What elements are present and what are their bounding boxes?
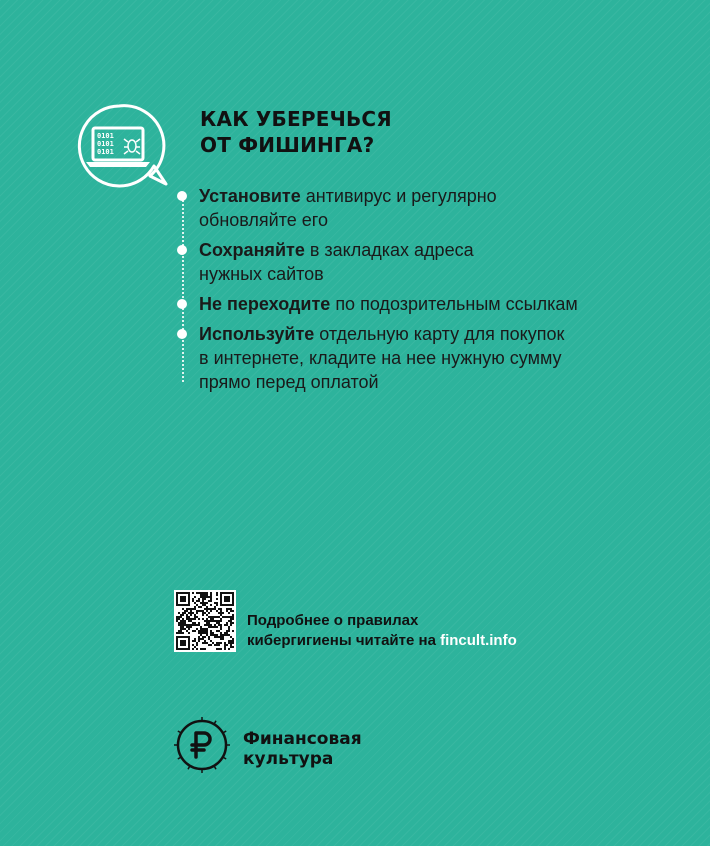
tip-rest: антивирус и регулярно	[300, 186, 497, 206]
tip-rest: отдельную карту для покупок	[314, 324, 565, 344]
laptop-code-line-1: 0101	[97, 132, 114, 140]
bullet-dot-icon	[177, 245, 187, 255]
ruble-logo-icon	[172, 715, 232, 775]
more-info-line-1: Подробнее о правилах	[247, 612, 419, 629]
laptop-code-line-2: 0101	[97, 140, 114, 148]
bullet-dot-icon	[177, 299, 187, 309]
page-title	[200, 106, 500, 158]
brand-name	[243, 729, 443, 769]
more-info-prefix: кибергигиены читайте на	[247, 632, 441, 649]
bullet-dot-icon	[177, 329, 187, 339]
tip-bold: Установите	[199, 186, 301, 206]
tip-text-line-1	[199, 238, 647, 262]
brand-line-1: Финансовая	[243, 729, 362, 749]
tip-text-line-2: нужных сайтов	[199, 264, 324, 284]
tip-item	[177, 292, 647, 316]
tip-bold: Сохраняйте	[199, 240, 305, 260]
more-info-line-2	[247, 631, 607, 651]
bullet-dot-icon	[177, 191, 187, 201]
tip-rest: по подозрительным ссылкам	[330, 294, 578, 314]
tip-text-line-3: прямо перед оплатой	[199, 372, 379, 392]
tip-bold: Не переходите	[199, 294, 331, 314]
laptop-bug-icon	[66, 100, 172, 192]
qr-code-icon[interactable]	[174, 590, 236, 652]
title-line-1: КАК УБЕРЕЧЬСЯ	[200, 107, 392, 131]
tips-list	[177, 184, 647, 400]
tip-text-line-1	[199, 292, 647, 316]
more-info-text	[247, 611, 607, 651]
tip-item	[177, 184, 647, 232]
bug-icon	[124, 139, 140, 154]
tip-text-line-1	[199, 184, 647, 208]
tip-rest: в закладках адреса	[304, 240, 474, 260]
tip-text-line-2: обновляйте его	[199, 210, 328, 230]
tip-item	[177, 238, 647, 286]
tip-text-line-1	[199, 322, 647, 346]
fincult-link[interactable]: fincult.info	[440, 632, 517, 649]
laptop-code-line-3: 0101	[97, 148, 114, 156]
tip-bold: Используйте	[199, 324, 315, 344]
tip-item	[177, 322, 647, 394]
tip-text-line-2: в интернете, кладите на нее нужную сумму	[199, 348, 562, 368]
title-line-2: ОТ ФИШИНГА?	[200, 133, 375, 157]
brand-line-2: культура	[243, 749, 334, 769]
